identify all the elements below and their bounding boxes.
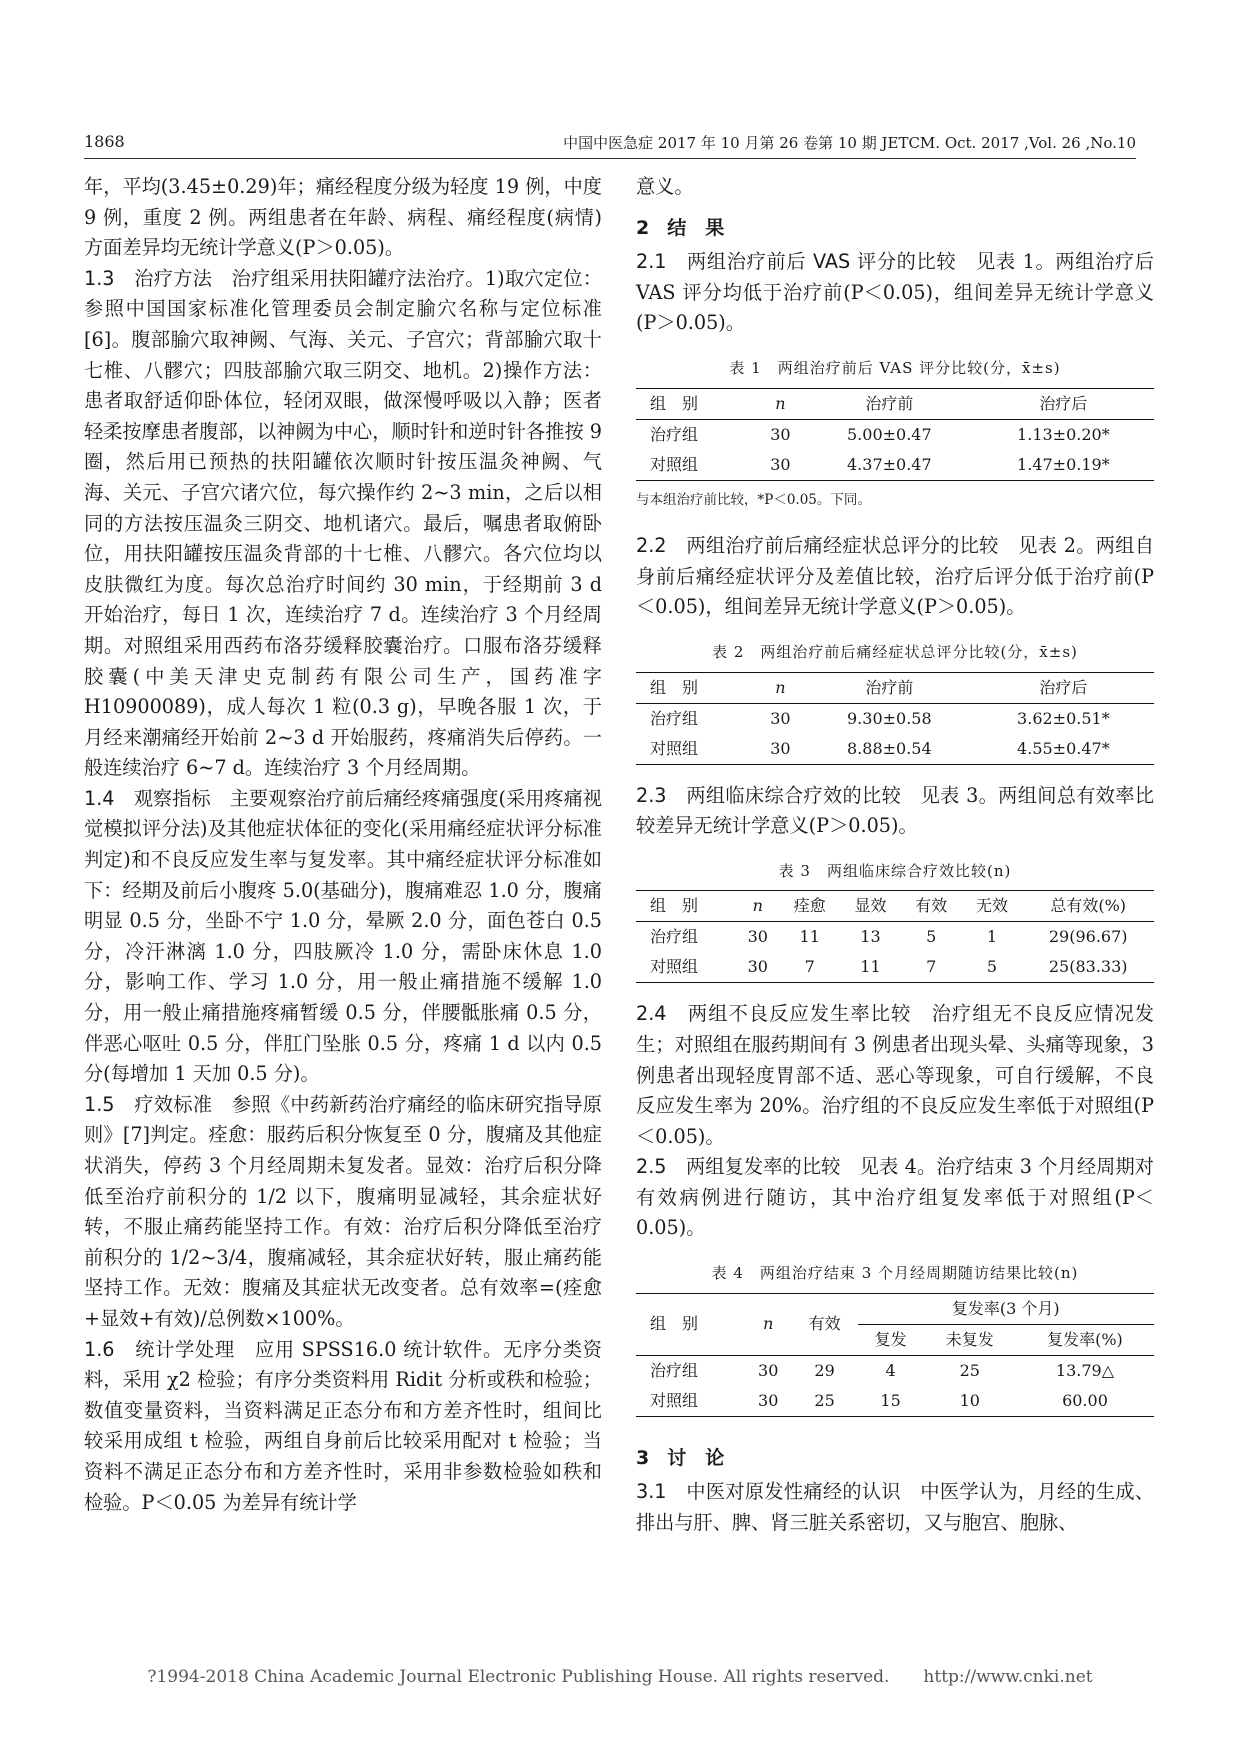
table-2-header: 治疗后 bbox=[973, 672, 1154, 703]
table-cell: 5.00±0.47 bbox=[847, 424, 932, 444]
table-cell: 5 bbox=[926, 927, 937, 947]
section-2-4-label: 2.4 两组不良反应发生率比较 bbox=[636, 1002, 912, 1026]
table-1-note: 与本组治疗前比较，*P＜0.05。下同。 bbox=[636, 491, 871, 508]
table-cell: 60.00 bbox=[1062, 1390, 1108, 1410]
table-2-header: n bbox=[755, 672, 806, 703]
table-cell: 4.55±0.47* bbox=[1017, 738, 1110, 758]
table-row bbox=[636, 1386, 1154, 1417]
section-2-3-label: 2.3 两组临床综合疗效的比较 bbox=[636, 783, 902, 807]
table-cell: 1 bbox=[986, 927, 998, 947]
table-3-header: 有效 bbox=[901, 891, 962, 922]
table-cell: 11 bbox=[799, 927, 820, 947]
table-3 bbox=[636, 890, 1154, 983]
table-row bbox=[636, 734, 1154, 765]
header-divider bbox=[84, 158, 1136, 159]
section-2-3 bbox=[636, 781, 1154, 842]
table-cell: 25 bbox=[814, 1390, 835, 1410]
table-row bbox=[636, 419, 1154, 450]
section-2-5-label: 2.5 两组复发率的比较 bbox=[636, 1155, 841, 1179]
table-4-header: 复发率(%) bbox=[1016, 1324, 1154, 1355]
table-cell: 30 bbox=[770, 424, 791, 444]
section-1-5-label: 1.5 疗效标准 bbox=[84, 1092, 213, 1116]
table-4-header: 未复发 bbox=[924, 1324, 1016, 1355]
section-2-4-text: 治疗组无不良反应情况发生；对照组在服药期间有 3 例患者出现头晕、头痛等现象，3 例患者出现轻度胃部不适、恶心等现象，可自行缓解，不良反应发生率为 20%。治疗组的不良反应发生率低于对照组(P＜0.05)。 bbox=[636, 1002, 1155, 1148]
table-3-header: 无效 bbox=[962, 891, 1023, 922]
table-3-header: 痊愈 bbox=[779, 891, 840, 922]
section-2-1 bbox=[636, 247, 1154, 339]
table-cell: 治疗组 bbox=[650, 1360, 699, 1380]
paragraph-continued-right: 意义。 bbox=[636, 175, 694, 198]
journal-info: 中国中医急症 2017 年 10 月第 26 卷第 10 期 JETCM. Oct. 2017 ,Vol. 26 ,No.10 bbox=[563, 134, 1136, 152]
table-cell: 30 bbox=[770, 708, 791, 728]
table-cell: 对照组 bbox=[650, 1390, 699, 1410]
page-number: 1868 bbox=[84, 132, 125, 151]
table-cell: 29(96.67) bbox=[1048, 927, 1128, 947]
section-1-5 bbox=[84, 1090, 602, 1335]
section-2-5-text: 见表 4。治疗结束 3 个月经周期对有效病例进行随访，其中治疗组复发率低于对照组(P＜0.05)。 bbox=[636, 1155, 1154, 1240]
table-4-header: 有效 bbox=[792, 1293, 858, 1355]
table-1-header: 治疗前 bbox=[806, 388, 973, 419]
table-1-header: 治疗后 bbox=[973, 388, 1154, 419]
section-2-number: 2 bbox=[636, 216, 650, 239]
section-1-4 bbox=[84, 784, 602, 1090]
table-cell: 治疗组 bbox=[650, 424, 699, 444]
table-cell: 25 bbox=[959, 1360, 980, 1380]
table-cell: 8.88±0.54 bbox=[847, 738, 932, 758]
table-cell: 治疗组 bbox=[650, 708, 699, 728]
table-row bbox=[636, 450, 1154, 481]
table-2 bbox=[636, 672, 1154, 765]
table-cell: 30 bbox=[758, 1360, 779, 1380]
table-2-header: 组 别 bbox=[636, 672, 755, 703]
table-3-header: 总有效(%) bbox=[1022, 891, 1154, 922]
section-3-number: 3 bbox=[636, 1446, 650, 1469]
table-row bbox=[636, 922, 1154, 953]
section-3-1-label: 3.1 中医对原发性痛经的认识 bbox=[636, 1480, 901, 1504]
section-1-6-label: 1.6 统计学处理 bbox=[84, 1337, 235, 1361]
table-cell: 对照组 bbox=[650, 738, 699, 758]
section-1-6-text: 应用 SPSS16.0 统计软件。无序分类资料，采用 χ2 检验；有序分类资料用 Ridit 分析或秩和检验；数值变量资料，当资料满足正态分布和方差齐性时，组间比较采用成组 t 检验，两组自身前后比较采用配对 t 检验；当资料不满足正态分布和方差齐性时，采用非参数检验如秩和检验。P＜0.05 为差异有统计学 bbox=[84, 1337, 602, 1514]
table-cell: 1.13±0.20* bbox=[1017, 424, 1110, 444]
left-column bbox=[84, 172, 602, 1518]
table-cell: 4.37±0.47 bbox=[847, 454, 932, 474]
table-cell: 7 bbox=[926, 957, 937, 977]
table-4-caption: 表 4 两组治疗结束 3 个月经周期随访结果比较(n) bbox=[711, 1264, 1079, 1283]
table-3-header: 显效 bbox=[840, 891, 901, 922]
section-2-2-label: 2.2 两组治疗前后痛经症状总评分的比较 bbox=[636, 534, 999, 558]
table-cell: 10 bbox=[959, 1390, 980, 1410]
table-cell: 治疗组 bbox=[650, 927, 699, 947]
table-cell: 5 bbox=[986, 957, 998, 977]
table-cell: 25(83.33) bbox=[1048, 957, 1128, 977]
section-1-3-text: 治疗组采用扶阳罐疗法治疗。1)取穴定位：参照中国国家标准化管理委员会制定腧穴名称与定位标准[6]。腹部腧穴取神阙、气海、关元、子宫穴；背部腧穴取十七椎、八髎穴；四肢部腧穴取三阴交、地机。2)操作方法：患者取舒适仰卧体位，轻闭双眼，做深慢呼吸以入静；医者轻柔按摩患者腹部，以神阙为中心，顺时针和逆时针各推按 9 圈，然后用已预热的扶阳罐依次顺时针按压温灸神阙、气海、关元、子宫穴诸穴位，每穴操作约 2~3 min，之后以相同的方法按压温灸三阴交、地机诸穴。最后，嘱患者取俯卧位，用扶阳罐按压温灸背部的十七椎、八髎穴。各穴位均以皮肤微红为度。每次总治疗时间约 30 min，于经期前 3 d 开始治疗，每日 1 次，连续治疗 7 d。连续治疗 3 个月经周期。对照组采用西药布洛芬缓释胶囊治疗。口服布洛芬缓释胶囊(中美天津史克制药有限公司生产，国药准字H10900089)，成人每次 1 粒(0.3 g)，早晚各服 1 次，于月经来潮痛经开始前 2~3 d 开始服药，疼痛消失后停药。一般连续治疗 6~7 d。连续治疗 3 个月经周期。 bbox=[84, 266, 602, 780]
section-2-1-label: 2.1 两组治疗前后 VAS 评分的比较 bbox=[636, 250, 957, 274]
table-cell: 13 bbox=[860, 927, 881, 947]
table-cell: 1.47±0.19* bbox=[1017, 454, 1110, 474]
table-cell: 对照组 bbox=[650, 454, 699, 474]
section-1-6 bbox=[84, 1335, 602, 1519]
section-2-4 bbox=[636, 999, 1154, 1152]
table-cell: 11 bbox=[860, 957, 881, 977]
section-1-3 bbox=[84, 264, 602, 784]
section-1-3-label: 1.3 治疗方法 bbox=[84, 266, 213, 290]
table-4 bbox=[636, 1293, 1154, 1417]
section-2-2-text: 见表 2。两组自身前后痛经症状评分及差值比较，治疗后评分低于治疗前(P＜0.05)，组间差异无统计学意义(P＞0.05)。 bbox=[636, 534, 1155, 619]
section-2-5 bbox=[636, 1152, 1154, 1244]
table-1-caption: 表 1 两组治疗前后 VAS 评分比较(分，x̄±s) bbox=[729, 358, 1061, 377]
table-3-caption: 表 3 两组临床综合疗效比较(n) bbox=[778, 861, 1012, 880]
section-3-1 bbox=[636, 1477, 1154, 1538]
section-2-3-text: 见表 3。两组间总有效率比较差异无统计学意义(P＞0.05)。 bbox=[636, 783, 1155, 838]
table-cell: 30 bbox=[770, 454, 791, 474]
section-1-4-label: 1.4 观察指标 bbox=[84, 786, 211, 810]
table-4-header: 组 别 bbox=[636, 1293, 745, 1355]
table-cell: 13.79△ bbox=[1055, 1360, 1115, 1380]
section-3-1-text: 中医学认为，月经的生成、排出与肝、脾、肾三脏关系密切，又与胞宫、胞脉、 bbox=[636, 1480, 1155, 1534]
section-2-2 bbox=[636, 531, 1154, 623]
table-cell: 3.62±0.51* bbox=[1017, 708, 1110, 728]
table-cell: 9.30±0.58 bbox=[847, 708, 932, 728]
table-cell: 15 bbox=[880, 1390, 901, 1410]
table-4-header: 复发 bbox=[858, 1324, 924, 1355]
table-row bbox=[636, 952, 1154, 983]
table-3-header: n bbox=[736, 891, 779, 922]
section-1-5-text: 参照《中药新药治疗痛经的临床研究指导原则》[7]判定。痊愈：服药后积分恢复至 0 分，腹痛及其他症状消失，停药 3 个月经周期未复发者。显效：治疗后积分降低至治疗前积分的 1/2 以下，腹痛明显减轻，其余症状好转，不服止痛药能坚持工作。有效：治疗后积分降低至治疗前积分的 1/2~3/4，腹痛减轻，其余症状好转，服止痛药能坚持工作。无效：腹痛及其症状无改变者。总有效率=(痊愈+显效+有效)/总例数×100%。 bbox=[84, 1092, 603, 1330]
section-2-title: 结 果 bbox=[667, 216, 725, 239]
section-3-heading bbox=[636, 1443, 1154, 1474]
table-row bbox=[636, 1355, 1154, 1386]
section-1-4-text: 主要观察治疗前后痛经疼痛强度(采用疼痛视觉模拟评分法)及其他症状体征的变化(采用痛经症状评分标准判定)和不良反应发生率与复发率。其中痛经症状评分标准如下：经期及前后小腹疼 5.0(基础分)，腹痛难忍 1.0 分，腹痛明显 0.5 分，坐卧不宁 1.0 分，晕厥 2.0 分，面色苍白 0.5 分，冷汗淋漓 1.0 分，四肢厥冷 1.0 分，需卧床休息 1.0 分，影响工作、学习 1.0 分，用一般止痛措施不缓解 1.0 分，用一般止痛措施疼痛暂缓 0.5 分，伴腰骶胀痛 0.5 分，伴恶心呕吐 0.5 分，伴肛门坠胀 0.5 分，疼痛 1 d 以内 0.5 分(每增加 1 天加 0.5 分)。 bbox=[84, 786, 602, 1086]
table-cell: 30 bbox=[747, 957, 768, 977]
table-1-header: n bbox=[755, 388, 806, 419]
section-2-1-text: 见表 1。两组治疗后 VAS 评分均低于治疗前(P＜0.05)，组间差异无统计学意义(P＞0.05)。 bbox=[636, 250, 1154, 335]
table-cell: 30 bbox=[758, 1390, 779, 1410]
section-3-title: 讨 论 bbox=[667, 1446, 725, 1469]
table-cell: 29 bbox=[814, 1360, 835, 1380]
table-row bbox=[636, 703, 1154, 734]
copyright-footer: ?1994-2018 China Academic Journal Electronic Publishing House. All rights reserved. http://www.cnki.net bbox=[147, 1667, 1093, 1687]
table-1 bbox=[636, 388, 1154, 481]
table-1-header: 组 别 bbox=[636, 388, 755, 419]
table-2-caption: 表 2 两组治疗前后痛经症状总评分比较(分，x̄±s) bbox=[712, 642, 1078, 661]
paragraph-continued: 年，平均(3.45±0.29)年；痛经程度分级为轻度 19 例，中度 9 例，重度 2 例。两组患者在年龄、病程、痛经程度(病情)方面差异均无统计学意义(P＞0.05)。 bbox=[84, 175, 602, 260]
table-4-header: 复发率(3 个月) bbox=[858, 1293, 1154, 1324]
table-cell: 4 bbox=[885, 1360, 896, 1380]
table-cell: 对照组 bbox=[650, 957, 699, 977]
table-cell: 7 bbox=[804, 957, 815, 977]
table-cell: 30 bbox=[747, 927, 768, 947]
section-2-heading bbox=[636, 213, 1154, 244]
table-4-header: n bbox=[745, 1293, 792, 1355]
table-2-header: 治疗前 bbox=[806, 672, 973, 703]
table-3-header: 组 别 bbox=[636, 891, 736, 922]
table-cell: 30 bbox=[770, 738, 791, 758]
right-column bbox=[636, 172, 1154, 1538]
